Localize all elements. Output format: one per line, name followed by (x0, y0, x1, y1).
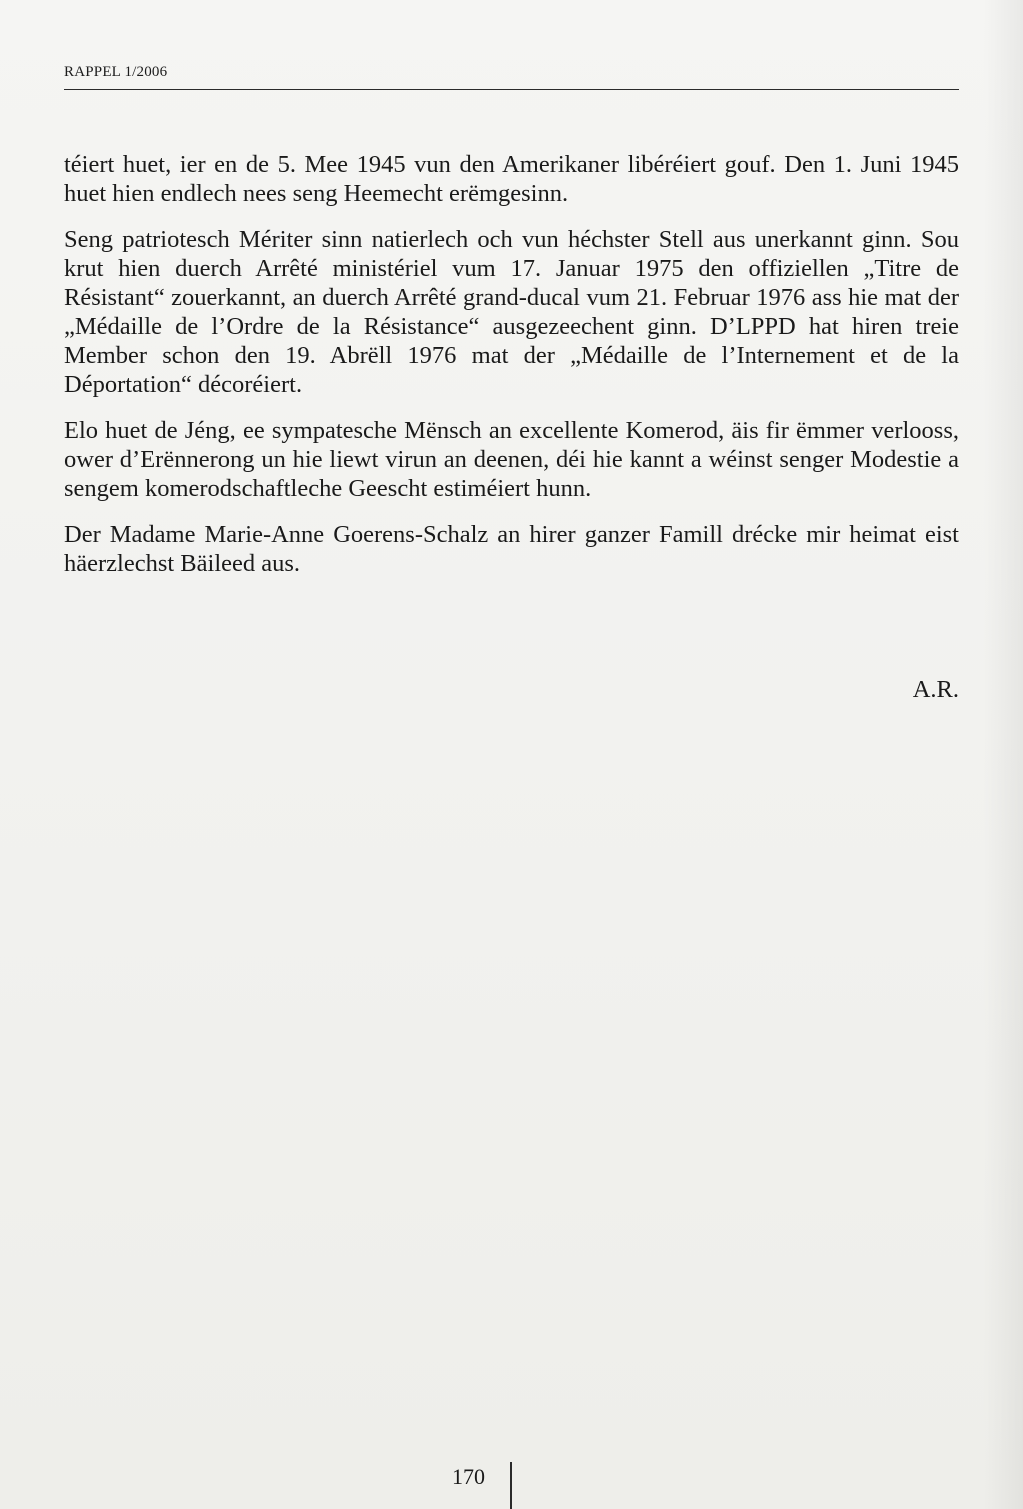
paragraph: Elo huet de Jéng, ee sympatesche Mënsch an excellente Komerod, äis fir ëmmer verlooss, ower d’Erënnerong un hie liewt virun an deenen, déi hie kannt a wéinst senger Modestie a sengem komerodschaftleche Geescht estiméiert hunn. (64, 417, 959, 502)
paragraph: téiert huet, ier en de 5. Mee 1945 vun den Amerikaner libéréiert gouf. Den 1. Juni 1945 huet hien endlech nees seng Heemecht erëmgesinn. (64, 151, 959, 207)
page-number-rule (510, 1462, 512, 1509)
author-signature: A.R. (912, 676, 959, 703)
page-number: 170 (452, 1464, 485, 1489)
running-head: RAPPEL 1/2006 (64, 64, 168, 80)
paragraph: Der Madame Marie-Anne Goerens-Schalz an hirer ganzer Famill drécke mir heimat eist häerzlechst Bäileed aus. (64, 521, 959, 577)
header-rule (64, 89, 959, 90)
paragraph: Seng patriotesch Mériter sinn natierlech och vun héchster Stell aus unerkannt ginn. Sou krut hien duerch Arrêté ministériel vum 17. Januar 1975 den offiziellen „Titre de Résistant“ zouerkannt, an duerch Arrêté grand-ducal vum 21. Februar 1976 ass hie mat der „Médaille de l’Ordre de la Résistance“ ausgezeechent ginn. D’LPPD hat hiren treie Member schon den 19. Abrëll 1976 mat der „Médaille de l’Internement et de la Déportation“ décoréiert. (64, 226, 959, 398)
article-body (64, 150, 959, 595)
